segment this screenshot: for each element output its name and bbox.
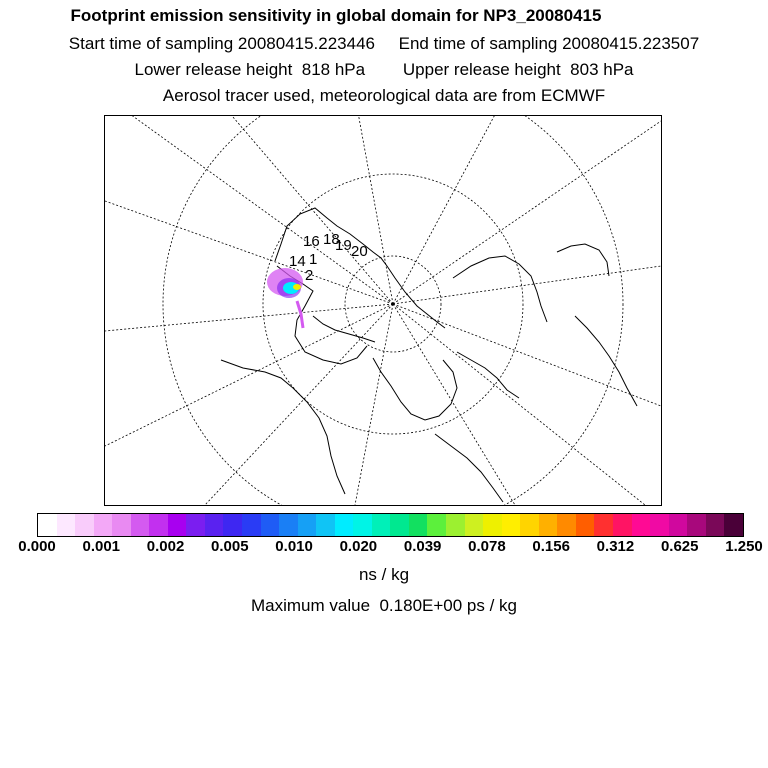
coastline-europe-arctic xyxy=(457,352,519,398)
coastline-greenland xyxy=(373,358,457,420)
colorbar-swatch xyxy=(186,514,205,536)
coastline-far-east xyxy=(557,244,609,276)
colorbar-swatch xyxy=(223,514,242,536)
colorbar-swatch xyxy=(94,514,113,536)
colorbar-swatch xyxy=(298,514,317,536)
colorbar-swatch xyxy=(520,514,539,536)
colorbar-tick-label: 0.039 xyxy=(403,538,442,555)
colorbar-tick-label: 0.020 xyxy=(339,538,378,555)
track-label: 16 xyxy=(303,233,320,250)
colorbar-tick-label: 0.078 xyxy=(468,538,506,555)
colorbar-swatch xyxy=(687,514,706,536)
meridian-line xyxy=(355,304,393,505)
colorbar-swatch xyxy=(650,514,669,536)
colorbar-swatch xyxy=(724,514,743,536)
colorbar-swatch xyxy=(75,514,94,536)
colorbar-swatch xyxy=(335,514,354,536)
colorbar-swatch xyxy=(316,514,335,536)
maximum-value-label: Maximum value 0.180E+00 ps / kg xyxy=(251,596,517,615)
sampling-time-line: Start time of sampling 20080415.223446 End time of sampling 20080415.223507 xyxy=(68,34,700,53)
meridian-line xyxy=(355,116,393,304)
colorbar-swatch xyxy=(372,514,391,536)
colorbar-swatch xyxy=(576,514,595,536)
colorbar-swatch xyxy=(168,514,187,536)
colorbar-tick-label: 0.001 xyxy=(82,538,121,555)
graticule xyxy=(105,116,661,505)
colorbar-swatch xyxy=(112,514,131,536)
colorbar-swatch xyxy=(446,514,465,536)
colorbar-tick-label: 0.002 xyxy=(146,538,185,555)
colorbar-swatch xyxy=(353,514,372,536)
colorbar-swatch xyxy=(632,514,651,536)
colorbar-swatch xyxy=(427,514,446,536)
coastlines xyxy=(221,208,637,502)
coastline-asia-east xyxy=(575,316,637,406)
polar-map xyxy=(104,115,662,506)
plot-title: Footprint emission sensitivity in global domain for NP3_20080415 xyxy=(70,6,602,25)
colorbar-swatch xyxy=(502,514,521,536)
colorbar-swatch xyxy=(594,514,613,536)
colorbar-swatch xyxy=(38,514,57,536)
colorbar-tick-label: 0.156 xyxy=(532,538,570,555)
colorbar-swatch xyxy=(669,514,688,536)
colorbar-swatch xyxy=(409,514,428,536)
colorbar-swatch xyxy=(539,514,558,536)
colorbar-swatch xyxy=(279,514,298,536)
colorbar-tick-label: 0.005 xyxy=(211,538,249,555)
map-svg xyxy=(105,116,661,505)
meridian-line xyxy=(215,116,393,304)
colorbar-swatch xyxy=(483,514,502,536)
colorbar-unit: ns / kg xyxy=(358,565,410,584)
track-label: 18 xyxy=(323,231,340,248)
meridian-line xyxy=(105,304,393,446)
colorbar-swatch xyxy=(557,514,576,536)
colorbar-swatch xyxy=(465,514,484,536)
colorbar-swatch xyxy=(613,514,632,536)
colorbar-swatch xyxy=(131,514,150,536)
meridian-line xyxy=(205,304,393,505)
colorbar-swatch xyxy=(205,514,224,536)
track-label: 2 xyxy=(305,267,314,284)
track-label: 14 xyxy=(289,253,306,270)
meridian-line xyxy=(105,116,393,304)
colorbar-tick-label: 0.312 xyxy=(596,538,635,555)
coastline-scandinavia xyxy=(435,434,503,502)
coastline-arctic-islands xyxy=(313,316,375,342)
colorbar-swatch xyxy=(149,514,168,536)
plume-peak xyxy=(293,284,301,290)
colorbar-tick-label: 0.010 xyxy=(275,538,313,555)
colorbar-swatch xyxy=(57,514,76,536)
track-label: 1 xyxy=(309,251,318,268)
colorbar xyxy=(37,513,744,537)
coastline-west xyxy=(221,360,345,494)
track-label: 20 xyxy=(351,243,368,260)
colorbar-tick-label: 0.625 xyxy=(660,538,699,555)
colorbar-tick-label: 1.250 xyxy=(725,538,763,555)
colorbar-swatch xyxy=(706,514,725,536)
colorbar-swatch xyxy=(242,514,261,536)
tracer-info-line: Aerosol tracer used, meteorological data are from ECMWF xyxy=(162,86,606,105)
colorbar-swatch xyxy=(261,514,280,536)
colorbar-swatch xyxy=(390,514,409,536)
meridian-line xyxy=(393,121,661,304)
meridian-line xyxy=(393,304,515,505)
meridian-line xyxy=(393,304,645,505)
meridian-line xyxy=(393,116,505,304)
meridian-line xyxy=(105,304,393,331)
plume-tail xyxy=(297,301,303,328)
release-height-line: Lower release height 818 hPa Upper release height 803 hPa xyxy=(134,60,634,79)
track-label: 19 xyxy=(335,237,352,254)
colorbar-tick-label: 0.000 xyxy=(18,538,56,555)
